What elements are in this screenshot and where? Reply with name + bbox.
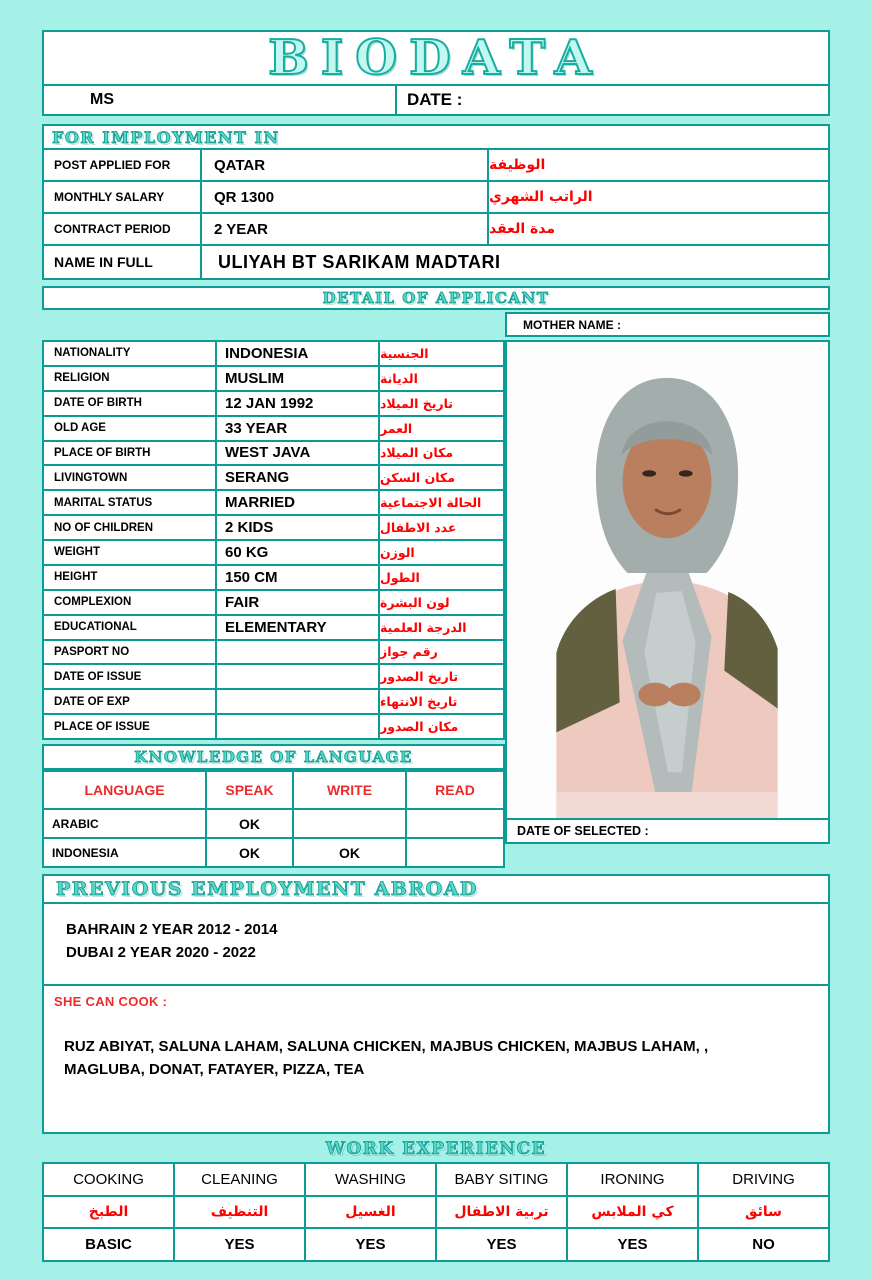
detail-value: WEST JAVA: [217, 442, 378, 465]
post-applied-label: POST APPLIED FOR: [44, 150, 200, 180]
work-col-label: IRONING: [568, 1164, 697, 1195]
employment-section-header: [42, 124, 830, 150]
work-col-arabic: تربية الاطفال: [437, 1197, 566, 1228]
work-experience-table: [42, 1162, 830, 1262]
name-label: NAME IN FULL: [44, 246, 200, 278]
contract-period-value: 2 YEAR: [202, 214, 487, 244]
detail-label: PLACE OF ISSUE: [44, 715, 215, 738]
detail-value: SERANG: [217, 466, 378, 489]
monthly-salary-arabic: الراتب الشهري: [489, 182, 828, 212]
cooking-box: [42, 984, 830, 1134]
detail-arabic: لون البشرة: [380, 591, 503, 614]
detail-label: COMPLEXION: [44, 591, 215, 614]
language-speak-value: OK: [207, 839, 292, 866]
title-bar: [42, 30, 830, 86]
work-col-label: COOKING: [44, 1164, 173, 1195]
page-title: BIODATA: [268, 30, 604, 86]
ms-label: MS: [44, 86, 395, 114]
detail-arabic: مكان الصدور: [380, 715, 503, 738]
name-row: [42, 244, 830, 280]
detail-arabic: العمر: [380, 417, 503, 440]
work-col-arabic: الغسيل: [306, 1197, 435, 1228]
detail-arabic: الجنسية: [380, 342, 503, 365]
cooking-items: RUZ ABIYAT, SALUNA LAHAM, SALUNA CHICKEN, MAJBUS CHICKEN, MAJBUS LAHAM, , MAGLUBA, DONAT, FATAYER, PIZZA, TEA: [64, 1038, 709, 1078]
detail-arabic: الحالة الاجتماعية: [380, 491, 503, 514]
work-col-arabic: سائق: [699, 1197, 828, 1228]
work-col-value: YES: [175, 1229, 304, 1260]
work-col-value: YES: [306, 1229, 435, 1260]
work-col-value: YES: [437, 1229, 566, 1260]
detail-value: MARRIED: [217, 491, 378, 514]
detail-arabic: مكان السكن: [380, 466, 503, 489]
work-col-value: NO: [699, 1229, 828, 1260]
previous-employment-line: BAHRAIN 2 YEAR 2012 - 2014: [66, 921, 278, 938]
detail-label: DATE OF ISSUE: [44, 665, 215, 688]
read-col-header: READ: [407, 772, 503, 808]
work-col-value: YES: [568, 1229, 697, 1260]
contract-period-arabic: مدة العقد: [489, 214, 828, 244]
detail-label: OLD AGE: [44, 417, 215, 440]
work-col-label: WASHING: [306, 1164, 435, 1195]
language-row-name: ARABIC: [44, 810, 205, 837]
applicant-photo: [505, 340, 830, 820]
detail-arabic: الديانة: [380, 367, 503, 390]
language-speak-value: OK: [207, 810, 292, 837]
work-experience-title: WORK EXPERIENCE: [325, 1139, 547, 1159]
work-col-value: BASIC: [44, 1229, 173, 1260]
detail-label: DATE OF EXP: [44, 690, 215, 713]
detail-label: DATE OF BIRTH: [44, 392, 215, 415]
monthly-salary-label: MONTHLY SALARY: [44, 182, 200, 212]
employment-section-title: FOR IMPLOYMENT IN: [52, 127, 280, 147]
language-read-value: [407, 810, 503, 837]
work-col-arabic: كي الملابس: [568, 1197, 697, 1228]
detail-value: FAIR: [217, 591, 378, 614]
work-experience-header: [42, 1136, 830, 1162]
detail-arabic: عدد الاطفال: [380, 516, 503, 539]
detail-value: [217, 641, 378, 664]
work-col-label: CLEANING: [175, 1164, 304, 1195]
language-section-title: KNOWLEDGE OF LANGUAGE: [134, 748, 413, 766]
detail-value: 60 KG: [217, 541, 378, 564]
detail-label: NO OF CHILDREN: [44, 516, 215, 539]
detail-label: RELIGION: [44, 367, 215, 390]
detail-value: [217, 690, 378, 713]
write-col-header: WRITE: [294, 772, 405, 808]
detail-section-header: [42, 286, 830, 310]
detail-value: ELEMENTARY: [217, 616, 378, 639]
contract-period-label: CONTRACT PERIOD: [44, 214, 200, 244]
detail-section-title: DETAIL OF APPLICANT: [322, 289, 550, 307]
applicant-details-table: [42, 340, 505, 740]
detail-arabic: الدرجة العلمية: [380, 616, 503, 639]
previous-employment-header: [42, 874, 830, 904]
detail-label: EDUCATIONAL: [44, 616, 215, 639]
detail-arabic: تاريخ الانتهاء: [380, 690, 503, 713]
detail-label: PLACE OF BIRTH: [44, 442, 215, 465]
post-applied-value: QATAR: [202, 150, 487, 180]
language-read-value: [407, 839, 503, 866]
detail-arabic: تاريخ الصدور: [380, 665, 503, 688]
detail-label: MARITAL STATUS: [44, 491, 215, 514]
detail-value: 150 CM: [217, 566, 378, 589]
work-col-arabic: التنظيف: [175, 1197, 304, 1228]
detail-value: 2 KIDS: [217, 516, 378, 539]
ms-date-row: [42, 84, 830, 116]
mother-name-label: MOTHER NAME :: [523, 317, 621, 332]
detail-value: [217, 715, 378, 738]
work-col-label: DRIVING: [699, 1164, 828, 1195]
detail-arabic: الوزن: [380, 541, 503, 564]
detail-value: 33 YEAR: [217, 417, 378, 440]
language-write-value: [294, 810, 405, 837]
work-col-arabic: الطبخ: [44, 1197, 173, 1228]
detail-value: [217, 665, 378, 688]
detail-label: NATIONALITY: [44, 342, 215, 365]
date-of-selected-row: [505, 818, 830, 844]
language-write-value: OK: [294, 839, 405, 866]
previous-employment-title: PREVIOUS EMPLOYMENT ABROAD: [56, 878, 478, 900]
language-table: [42, 770, 505, 868]
language-row-name: INDONESIA: [44, 839, 205, 866]
name-value: ULIYAH BT SARIKAM MADTARI: [202, 246, 828, 278]
detail-value: 12 JAN 1992: [217, 392, 378, 415]
detail-label: LIVINGTOWN: [44, 466, 215, 489]
detail-value: MUSLIM: [217, 367, 378, 390]
work-col-label: BABY SITING: [437, 1164, 566, 1195]
cooking-label: SHE CAN COOK :: [54, 994, 168, 1009]
speak-col-header: SPEAK: [207, 772, 292, 808]
employment-table: [42, 148, 830, 246]
detail-arabic: رقم جواز: [380, 641, 503, 664]
date-of-selected-label: DATE OF SELECTED :: [517, 824, 649, 838]
mother-name-row: [505, 312, 830, 337]
date-label: DATE :: [397, 86, 828, 114]
language-col-header: LANGUAGE: [44, 772, 205, 808]
detail-arabic: الطول: [380, 566, 503, 589]
applicant-photo-image: [507, 342, 828, 818]
detail-arabic: مكان الميلاد: [380, 442, 503, 465]
language-section-header: [42, 744, 505, 770]
detail-label: WEIGHT: [44, 541, 215, 564]
detail-label: HEIGHT: [44, 566, 215, 589]
monthly-salary-value: QR 1300: [202, 182, 487, 212]
detail-label: PASPORT NO: [44, 641, 215, 664]
detail-arabic: تاريخ الميلاد: [380, 392, 503, 415]
previous-employment-line: DUBAI 2 YEAR 2020 - 2022: [66, 944, 256, 961]
post-applied-arabic: الوظيفة: [489, 150, 828, 180]
detail-value: INDONESIA: [217, 342, 378, 365]
previous-employment-box: [42, 902, 830, 986]
